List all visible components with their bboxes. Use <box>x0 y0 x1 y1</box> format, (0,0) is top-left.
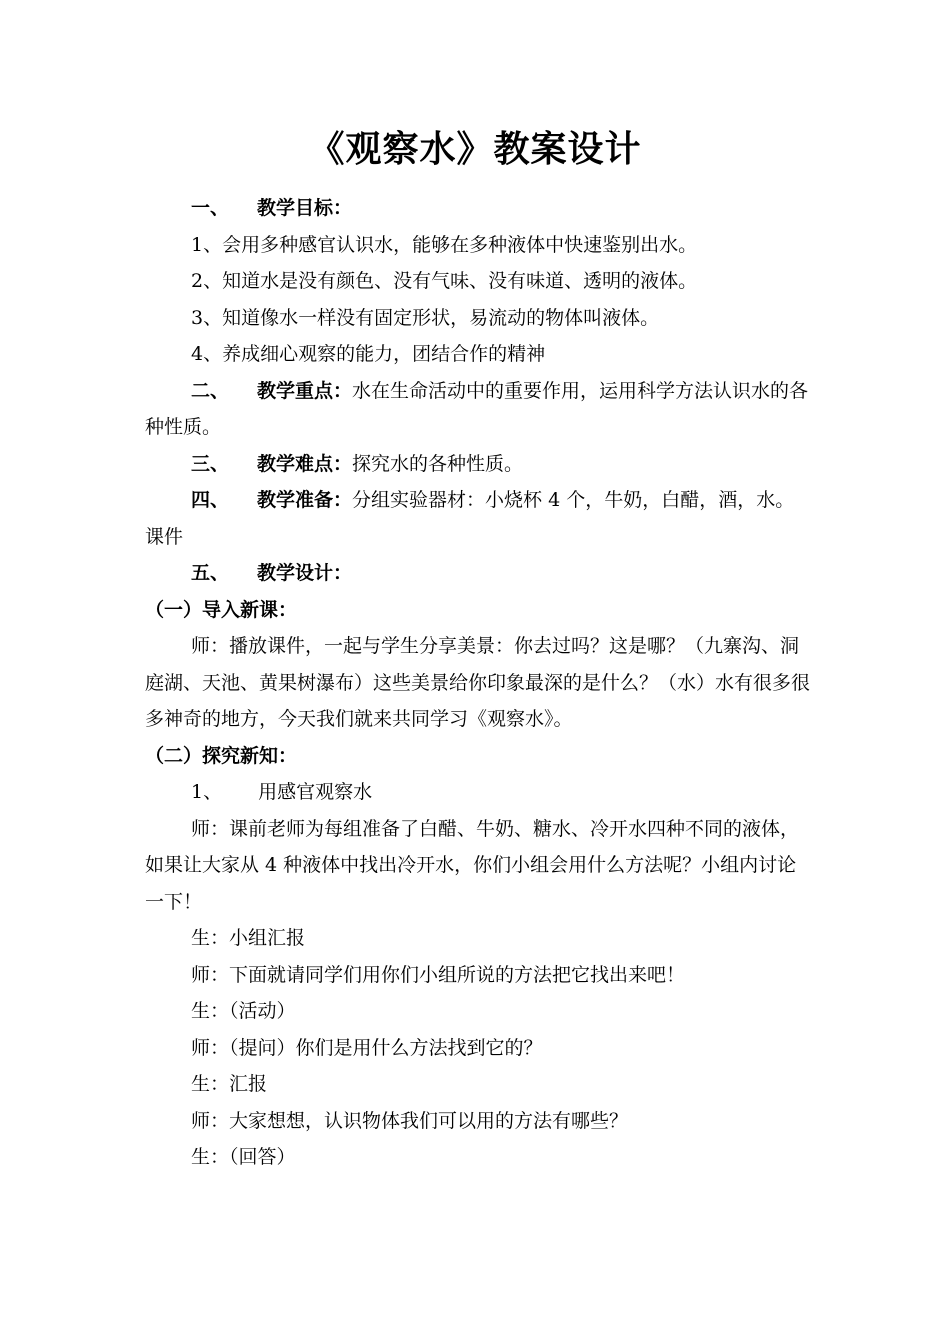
section-text: 水在生命活动中的重要作用，运用科学方法认识水的各种性质。 <box>145 379 809 438</box>
dialog-line: 生：汇报 <box>191 1073 268 1095</box>
section-title: 教学设计： <box>257 562 353 584</box>
section-number: 一、 <box>191 197 230 219</box>
section-title: 教学准备： <box>257 489 353 511</box>
goal-item: 3、知道像水一样没有固定形状，易流动的物体叫液体。 <box>191 306 660 329</box>
section-heading-design <box>145 555 810 592</box>
section-number: 二、 <box>191 379 230 402</box>
step-title: 用感官观察水 <box>258 781 373 803</box>
teacher-paragraph: 师：课前老师为每组准备了白醋、牛奶、糖水、冷开水四种不同的液体，如果让大家从 4 种液体中找出冷开水，你们小组会用什么方法呢？小组内讨论一下！ <box>145 817 800 913</box>
document-body <box>145 190 810 1176</box>
section-text: 探究水的各种性质。 <box>352 452 524 475</box>
dialog-line: 生：（回答） <box>191 1146 296 1168</box>
goal-item: 4、养成细心观察的能力，团结合作的精神 <box>191 343 546 365</box>
section-title: 教学难点： <box>257 452 353 475</box>
section-number: 五、 <box>191 562 230 584</box>
dialog-line: 生：（活动） <box>191 1000 296 1022</box>
section-key-points <box>145 373 810 446</box>
section-title: 教学重点： <box>257 379 353 402</box>
goal-item: 1、会用多种感官认识水，能够在多种液体中快速鉴别出水。 <box>191 233 698 256</box>
section-number: 四、 <box>191 489 230 511</box>
document-title: 《观察水》教案设计 <box>308 128 642 170</box>
step-heading <box>145 774 810 811</box>
section-heading-objectives <box>145 190 810 227</box>
dialog-line: 师：（提问）你们是用什么方法找到它的？ <box>191 1036 543 1059</box>
dialog-line: 师：大家想想，认识物体我们可以用的方法有哪些？ <box>191 1109 629 1132</box>
subsection-heading-explore: （二）探究新知： <box>145 744 298 767</box>
goal-item: 2、知道水是没有颜色、没有气味、没有味道、透明的液体。 <box>191 270 698 292</box>
section-text: 分组实验器材：小烧杯 4 个，牛奶，白醋，酒，水。课件 <box>145 489 795 548</box>
section-number: 三、 <box>191 452 230 475</box>
dialog-line: 生：小组汇报 <box>191 927 306 949</box>
subsection-heading-intro: （一）导入新课： <box>145 598 298 621</box>
section-title: 教学目标： <box>257 197 353 219</box>
section-difficulties <box>145 446 810 483</box>
section-preparation <box>145 482 810 555</box>
intro-paragraph: 师：播放课件，一起与学生分享美景：你去过吗？这是哪？（九寨沟、洞庭湖、天池、黄果树瀑布）这些美景给你印象最深的是什么？（水）水有很多很多神奇的地方，今天我们就来共同学习《观察水》。 <box>145 635 811 730</box>
dialog-line: 师：下面就请同学们用你们小组所说的方法把它找出来吧！ <box>191 963 686 986</box>
step-number: 1、 <box>191 781 223 803</box>
